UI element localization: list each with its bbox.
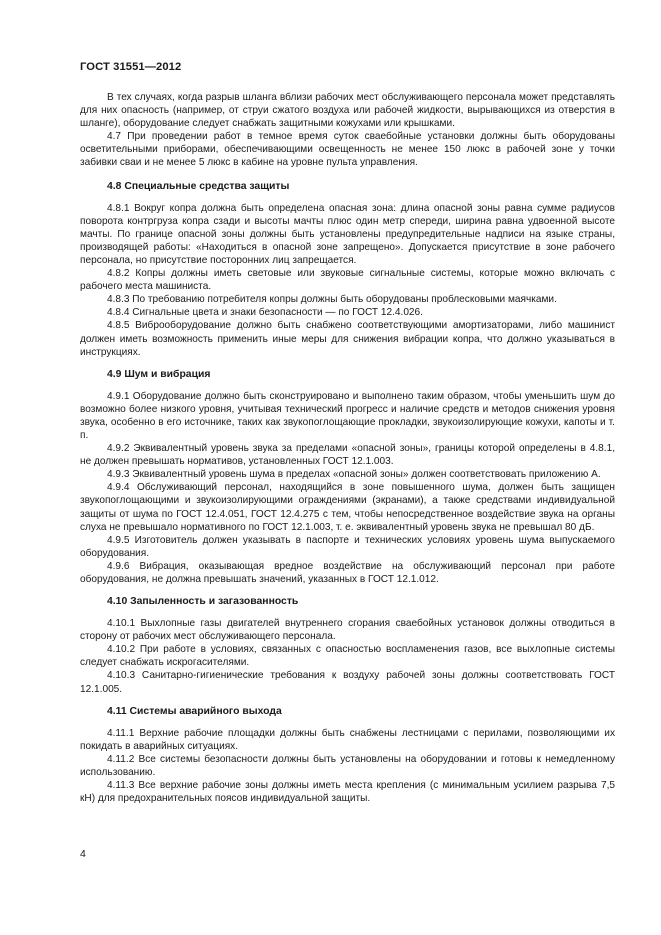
page-number: 4 [80, 848, 86, 860]
paragraph: 4.8.1 Вокруг копра должна быть определена опасная зона: длина опасной зоны равна сумме радиусов поворота контргруза копра сзади и высоты мачты плюс один метр спереди, ширина равна удвоенной высоте мачты. По границе опасной зоны должны быть установлены предупредительные надписи на языке страны, производящей работы: «Находиться в опасной зоне запрещено». Допускается присутствие в зоне рабочего персонала, но присутствие посторонних лиц запрещается. [80, 202, 615, 266]
paragraph: 4.11.3 Все верхние рабочие зоны должны иметь места крепления (с минимальным усилием разрыва 7,5 кН) для предохранительных поясов индивидуальной защиты. [80, 780, 615, 805]
paragraph: 4.11.2 Все системы безопасности должны быть установлены на оборудовании и готовы к немедленному использованию. [80, 753, 615, 778]
paragraph: 4.10.1 Выхлопные газы двигателей внутреннего сгорания сваебойных установок должны отводиться в сторону от рабочих мест обслуживающего персонала. [80, 618, 615, 643]
paragraph: 4.10.2 При работе в условиях, связанных с опасностью воспламенения газов, все выхлопные системы следует снабжать искрогасителями. [80, 644, 615, 669]
document-body [80, 91, 615, 805]
paragraph: В тех случаях, когда разрыв шланга вблизи рабочих мест обслуживающего персонала может представлять для них опасность (например, от струи сжатого воздуха или рабочей жидкости, вырывающихся из отверстия в шланге), оборудование следует снабжать защитными кожухами или крышками. [80, 92, 615, 130]
paragraph: 4.9.6 Вибрация, оказывающая вредное воздействие на обслуживающий персонал при работе оборудования, не должна превышать значений, указанных в ГОСТ 12.1.012. [80, 560, 615, 585]
paragraph: 4.8.4 Сигнальные цвета и знаки безопасности — по ГОСТ 12.4.026. [107, 307, 423, 319]
paragraph: 4.11.1 Верхние рабочие площадки должны быть снабжены лестницами с перилами, позволяющими их покидать в аварийных ситуациях. [80, 727, 615, 752]
paragraph: 4.8.2 Копры должны иметь световые или звуковые сигнальные системы, которые можно включать с рабочего места машиниста. [80, 268, 615, 293]
paragraph: 4.10.3 Санитарно-гигиенические требования к воздуху рабочей зоны должны соответствовать ГОСТ 12.1.005. [80, 670, 615, 695]
section-heading: 4.10 Запыленность и загазованность [107, 596, 299, 608]
paragraph: 4.9.4 Обслуживающий персонал, находящийся в зоне повышенного шума, должен быть защищен звукопоглощающими и звукоизолирующими ограждениями (экранами), а также средствами индивидуальной защиты от шума по ГОСТ 12.4.051, ГОСТ 12.4.275 с тем, чтобы непосредственное воздействие звука на органы слуха не превышало нормативного по ГОСТ 12.1.003, т. е. эквивалентный уровень звука не превышал 80 дБ. [80, 482, 615, 533]
paragraph: 4.9.3 Эквивалентный уровень шума в пределах «опасной зоны» должен соответствовать приложению А. [107, 469, 601, 481]
paragraph: 4.9.1 Оборудование должно быть сконструировано и выполнено таким образом, чтобы уменьшить шум до возможно более низкого уровня, учитывая технический прогресс и наличие средств и методов снижения уровня звука, особенно в его источнике, таких как звукопоглощающие прокладки, звукоизолирующие кожухи, капоты и т. п. [80, 390, 615, 441]
paragraph: 4.9.2 Эквивалентный уровень звука за пределами «опасной зоны», границы которой определены в 4.8.1, не должен превышать нормативов, установленных ГОСТ 12.1.003. [80, 443, 615, 468]
paragraph: 4.9.5 Изготовитель должен указывать в паспорте и технических условиях уровень шума выпускаемого оборудования. [80, 534, 615, 559]
section-heading: 4.11 Системы аварийного выхода [107, 705, 282, 717]
document-header: ГОСТ 31551—2012 [80, 61, 182, 73]
paragraph: 4.8.3 По требованию потребителя копры должны быть оборудованы проблесковыми маячками. [107, 294, 557, 306]
section-heading: 4.8 Специальные средства защиты [107, 180, 290, 192]
paragraph: 4.8.5 Виброоборудование должно быть снабжено соответствующими амортизаторами, либо машинист должен иметь возможность применить иные меры для снижения вибрации копра, что должно указываться в инструкциях. [80, 320, 615, 358]
section-heading: 4.9 Шум и вибрация [107, 368, 211, 380]
paragraph: 4.7 При проведении работ в темное время суток сваебойные установки должны быть оборудованы осветительными приборами, обеспечивающими освещенность не менее 150 люкс в рабочей зоне у точки забивки сваи и не менее 5 люкс в кабине на уровне пульта управления. [80, 131, 615, 169]
